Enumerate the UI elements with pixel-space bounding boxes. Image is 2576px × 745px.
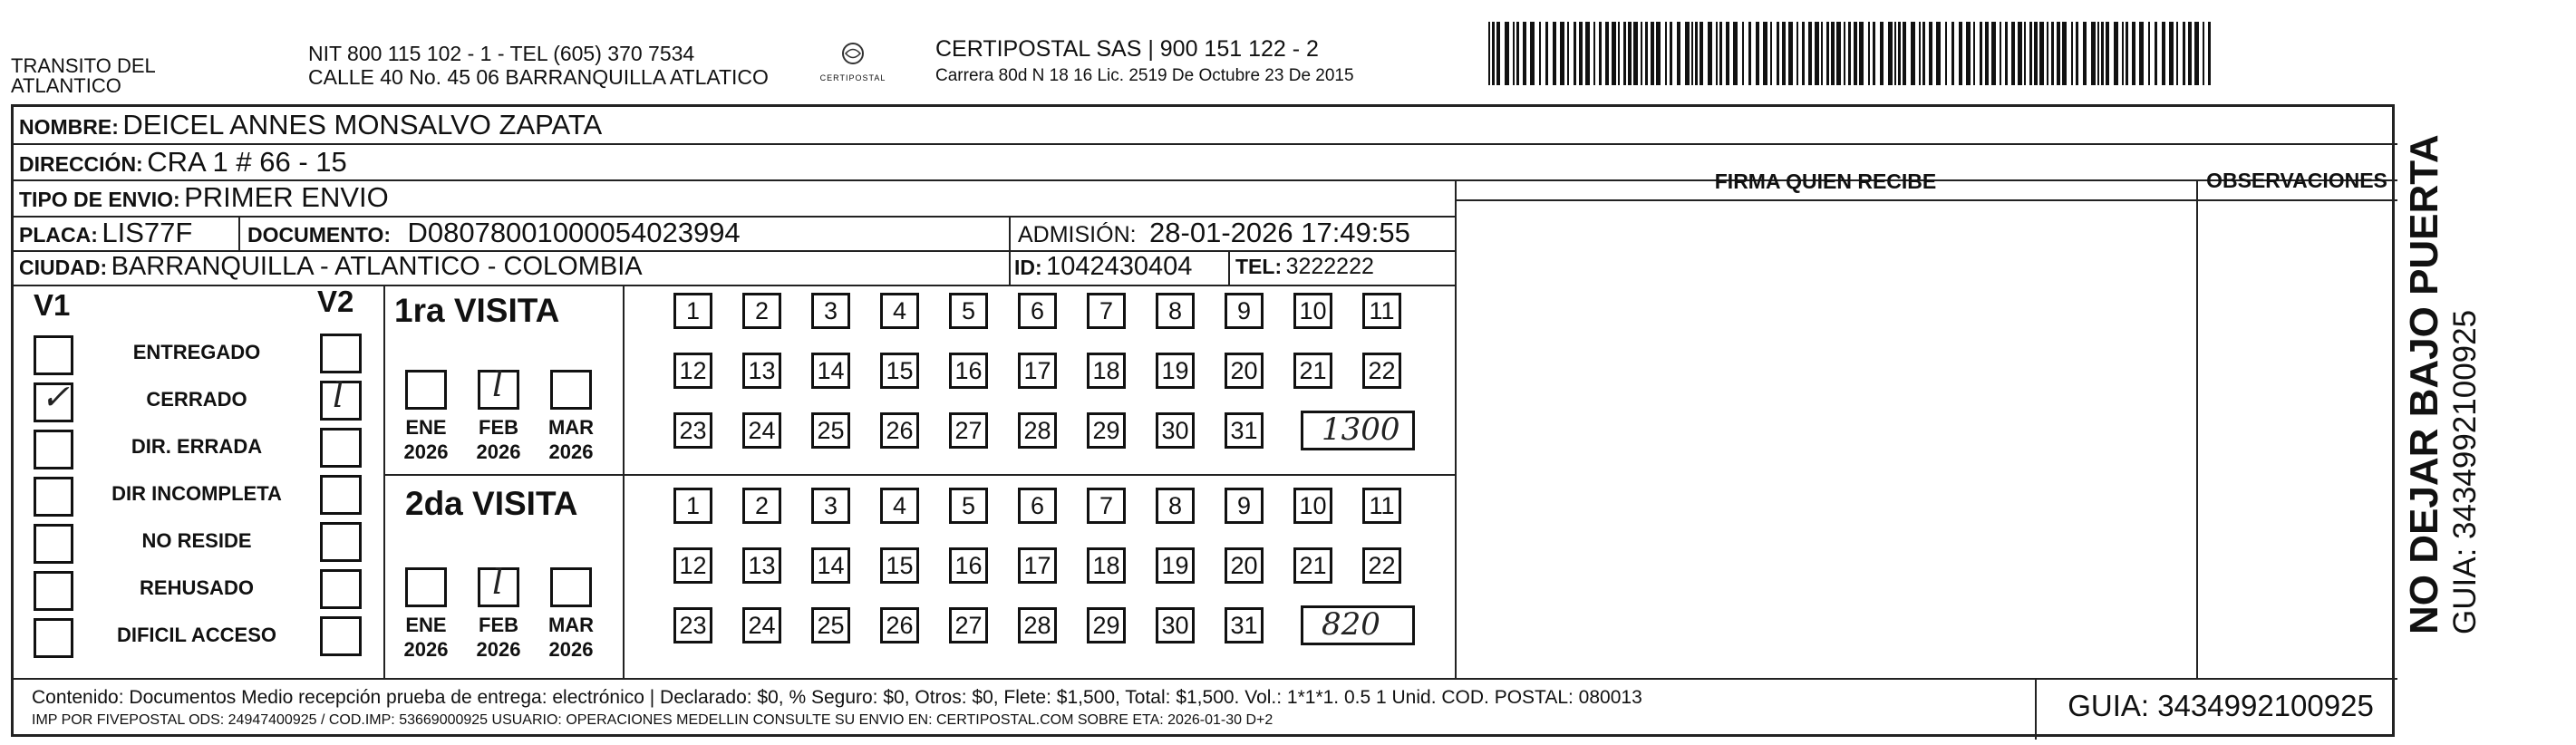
id-value: 1042430404 — [1046, 252, 1193, 281]
day-box[interactable]: 22 — [1362, 353, 1401, 389]
placa-label: PLACA: — [19, 223, 98, 247]
day-box[interactable]: 2 — [742, 293, 781, 329]
reason-label: CERRADO — [146, 388, 247, 411]
day-box[interactable]: 13 — [742, 547, 781, 584]
day-box[interactable]: 14 — [811, 547, 850, 584]
day-box[interactable]: 4 — [880, 488, 919, 524]
tipo-label: TIPO DE ENVIO: — [19, 188, 180, 211]
reason-label: REHUSADO — [140, 576, 254, 599]
day-box[interactable]: 18 — [1087, 353, 1126, 389]
direccion-row — [19, 146, 347, 179]
v2-header: V2 — [317, 285, 354, 318]
time-mark: 820 — [1322, 606, 1380, 643]
side-text — [2402, 134, 2484, 634]
company-info — [935, 36, 1354, 86]
month-year: 2026 — [548, 638, 594, 661]
v2-checkbox[interactable] — [320, 334, 362, 373]
id-label: ID: — [1014, 256, 1042, 279]
day-box[interactable]: 25 — [811, 412, 850, 449]
reason-label: DIR INCOMPLETA — [111, 482, 282, 505]
documento-label: DOCUMENTO: — [247, 223, 392, 247]
month-label — [539, 613, 603, 662]
day-box[interactable]: 13 — [742, 353, 781, 389]
month-name: FEB — [479, 416, 518, 439]
admision-value: 28-01-2026 17:49:55 — [1149, 217, 1410, 248]
nombre-value: DEICEL ANNES MONSALVO ZAPATA — [122, 109, 603, 140]
v1-checkbox[interactable] — [34, 618, 73, 658]
day-box[interactable]: 31 — [1225, 607, 1264, 643]
time-mark: 1300 — [1322, 411, 1400, 448]
admision-row — [1018, 217, 1410, 249]
visit1-title: 1ra VISITA — [394, 292, 560, 329]
month-label — [539, 415, 603, 464]
placa-value: LIS77F — [102, 217, 193, 248]
direccion-label: DIRECCIÓN: — [19, 152, 143, 176]
logo-icon — [837, 42, 869, 69]
nit-line: NIT 800 115 102 - 1 - TEL (605) 370 7534 — [308, 42, 695, 65]
no-dejar-bajo-puerta: NO DEJAR BAJO PUERTA — [2402, 134, 2446, 634]
month-checkbox[interactable] — [550, 370, 592, 410]
day-box[interactable]: 1 — [673, 293, 712, 329]
v2-checkbox[interactable] — [320, 428, 362, 468]
day-box[interactable]: 17 — [1018, 547, 1057, 584]
v2-cerrado-mark: l — [333, 375, 344, 415]
tipo-value: PRIMER ENVIO — [184, 181, 389, 213]
reason-label: NO RESIDE — [141, 529, 252, 552]
license-line: Carrera 80d N 18 16 Lic. 2519 De Octubre 23 De 2015 — [935, 66, 1354, 85]
month-mark: l — [492, 562, 504, 602]
v1-checkbox[interactable] — [34, 524, 73, 564]
v1-checkbox[interactable] — [34, 571, 73, 611]
day-box[interactable]: 11 — [1362, 293, 1401, 329]
nombre-label: NOMBRE: — [19, 115, 119, 139]
observaciones-area[interactable] — [2200, 203, 2394, 674]
firma-area[interactable] — [1458, 203, 2193, 674]
day-box[interactable]: 23 — [673, 607, 712, 643]
day-box[interactable]: 14 — [811, 353, 850, 389]
v2-checkbox[interactable] — [320, 522, 362, 562]
day-box[interactable]: 18 — [1087, 547, 1126, 584]
v2-checkbox[interactable] — [320, 475, 362, 515]
day-box[interactable]: 12 — [673, 547, 712, 584]
tel-row — [1235, 254, 1374, 280]
v1-checkbox[interactable] — [34, 335, 73, 375]
day-box[interactable]: 4 — [880, 293, 919, 329]
day-box[interactable]: 26 — [880, 412, 919, 449]
reason-label: DIFICIL ACCESO — [116, 624, 276, 646]
documento-value: D08078001000054023994 — [407, 217, 741, 248]
v1-checkbox[interactable] — [34, 430, 73, 469]
month-mark: l — [492, 364, 504, 404]
day-box[interactable]: 25 — [811, 607, 850, 643]
v1-cerrado-mark: ✓ — [41, 377, 70, 417]
day-box[interactable]: 9 — [1225, 293, 1264, 329]
nombre-row — [19, 109, 602, 141]
day-box[interactable]: 9 — [1225, 488, 1264, 524]
time-box[interactable] — [1301, 411, 1415, 450]
month-year: 2026 — [548, 440, 594, 463]
address-line: CALLE 40 No. 45 06 BARRANQUILLA ATLATICO — [308, 65, 769, 89]
day-box[interactable]: 15 — [880, 353, 919, 389]
month-year: 2026 — [403, 440, 449, 463]
day-box[interactable]: 8 — [1156, 293, 1195, 329]
month-checkbox[interactable] — [405, 567, 447, 607]
tel-value: 3222222 — [1285, 254, 1374, 279]
tipo-envio-row — [19, 181, 389, 214]
day-box[interactable]: 7 — [1087, 293, 1126, 329]
month-label — [467, 415, 530, 464]
day-box[interactable]: 17 — [1018, 353, 1057, 389]
sender-info — [308, 42, 769, 89]
side-guia: GUIA: 3434992100925 — [2447, 309, 2483, 634]
day-box[interactable]: 22 — [1362, 547, 1401, 584]
day-box[interactable]: 10 — [1293, 293, 1332, 329]
day-box[interactable]: 1 — [673, 488, 712, 524]
day-box[interactable]: 7 — [1087, 488, 1126, 524]
month-label — [467, 613, 530, 662]
imp-line: IMP POR FIVEPOSTAL ODS: 24947400925 / COD.IMP: 53669000925 USUARIO: OPERACIONES MEDELLIN CONSULTE SU ENVIO EN: CERTIPOSTAL.COM SOBRE ETA: 2026-01-30 D+2 — [32, 712, 1273, 728]
day-box[interactable]: 21 — [1293, 353, 1332, 389]
day-box[interactable]: 15 — [880, 547, 919, 584]
delivery-form — [11, 104, 2395, 737]
day-box[interactable]: 3 — [811, 488, 850, 524]
v1-header: V1 — [34, 288, 71, 322]
documento-row — [247, 217, 741, 249]
day-box[interactable]: 23 — [673, 412, 712, 449]
day-box[interactable]: 2 — [742, 488, 781, 524]
ciudad-value: BARRANQUILLA - ATLANTICO - COLOMBIA — [111, 252, 643, 281]
day-box[interactable]: 20 — [1225, 353, 1264, 389]
company-line: CERTIPOSTAL SAS | 900 151 122 - 2 — [935, 36, 1319, 62]
month-year: 2026 — [476, 638, 521, 661]
sender-name — [11, 54, 156, 98]
day-box[interactable]: 24 — [742, 412, 781, 449]
ciudad-label: CIUDAD: — [19, 256, 108, 279]
sender-line-1: TRANSITO DEL — [11, 54, 156, 77]
visit2-title: 2da VISITA — [405, 485, 578, 522]
day-box[interactable]: 12 — [673, 353, 712, 389]
month-label — [394, 613, 458, 662]
observaciones-header: OBSERVACIONES — [2206, 169, 2387, 192]
month-name: ENE — [405, 416, 447, 439]
sender-line-2: ATLANTICO — [11, 74, 121, 97]
day-box[interactable]: 20 — [1225, 547, 1264, 584]
month-label — [394, 415, 458, 464]
day-box[interactable]: 29 — [1087, 412, 1126, 449]
v1-checkbox[interactable] — [34, 477, 73, 517]
day-box[interactable]: 30 — [1156, 412, 1195, 449]
placa-row — [19, 217, 192, 249]
contenido-line: Contenido: Documentos Medio recepción prueba de entrega: electrónico | Declarado: $0, % Seguro: $0, Otros: $0, Flete: $1,500, Total: $1,500. Vol.: 1*1*1. 0.5 1 Unid. COD. POSTAL: 080013 — [32, 687, 1642, 708]
day-box[interactable]: 5 — [949, 488, 988, 524]
day-box[interactable]: 31 — [1225, 412, 1264, 449]
day-box[interactable]: 27 — [949, 412, 988, 449]
day-box[interactable]: 26 — [880, 607, 919, 643]
reason-label: DIR. ERRADA — [131, 435, 263, 458]
day-box[interactable]: 16 — [949, 547, 988, 584]
day-box[interactable]: 19 — [1156, 353, 1195, 389]
v2-checkbox[interactable] — [320, 569, 362, 609]
month-checkbox[interactable] — [405, 370, 447, 410]
admision-label: ADMISIÓN: — [1018, 222, 1137, 247]
month-year: 2026 — [403, 638, 449, 661]
footer-guia: GUIA: 3434992100925 — [2068, 689, 2374, 722]
tel-label: TEL: — [1235, 255, 1283, 278]
day-box[interactable]: 6 — [1018, 488, 1057, 524]
day-box[interactable]: 6 — [1018, 293, 1057, 329]
day-box[interactable]: 30 — [1156, 607, 1195, 643]
day-box[interactable]: 16 — [949, 353, 988, 389]
month-name: MAR — [547, 614, 595, 636]
barcode — [1488, 22, 2221, 85]
day-box[interactable]: 28 — [1018, 412, 1057, 449]
day-box[interactable]: 10 — [1293, 488, 1332, 524]
direccion-value: CRA 1 # 66 - 15 — [147, 146, 347, 178]
day-box[interactable]: 8 — [1156, 488, 1195, 524]
reason-label: ENTREGADO — [132, 341, 261, 363]
v2-checkbox[interactable] — [320, 616, 362, 656]
id-row — [1014, 252, 1192, 282]
day-box[interactable]: 28 — [1018, 607, 1057, 643]
month-year: 2026 — [476, 440, 521, 463]
month-name: MAR — [547, 416, 595, 439]
day-box[interactable]: 24 — [742, 607, 781, 643]
logo-text: CERTIPOSTAL — [819, 73, 886, 82]
time-box[interactable] — [1301, 605, 1415, 645]
day-box[interactable]: 29 — [1087, 607, 1126, 643]
day-box[interactable]: 27 — [949, 607, 988, 643]
day-box[interactable]: 19 — [1156, 547, 1195, 584]
firma-header: FIRMA QUIEN RECIBE — [1714, 169, 1937, 193]
month-name: FEB — [479, 614, 518, 636]
day-box[interactable]: 11 — [1362, 488, 1401, 524]
day-box[interactable]: 3 — [811, 293, 850, 329]
month-name: ENE — [405, 614, 447, 636]
certipostal-logo — [813, 42, 893, 82]
month-checkbox[interactable] — [550, 567, 592, 607]
day-box[interactable]: 21 — [1293, 547, 1332, 584]
day-box[interactable]: 5 — [949, 293, 988, 329]
ciudad-row — [19, 252, 643, 282]
